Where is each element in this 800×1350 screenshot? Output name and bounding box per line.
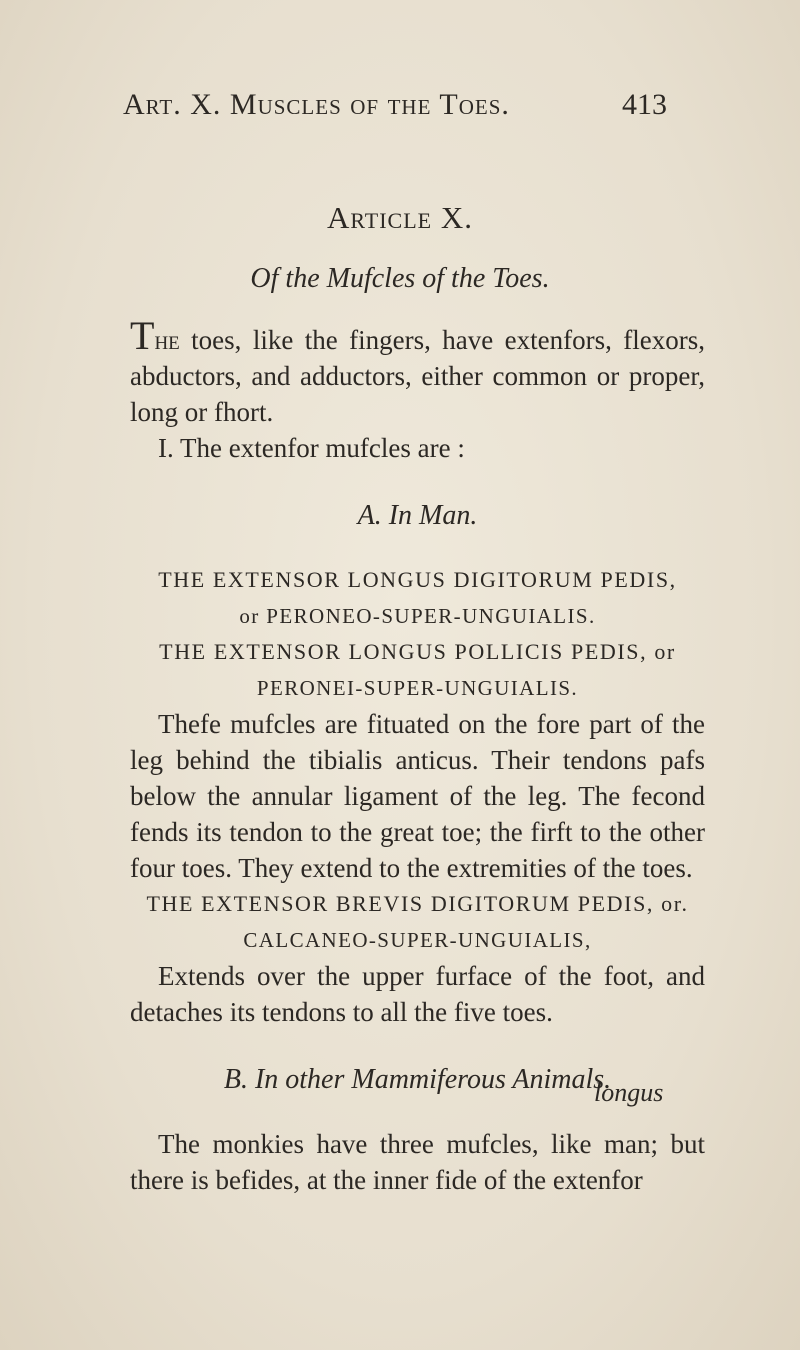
muscle-heading-2-line-1: THE EXTENSOR LONGUS POLLICIS PEDIS, or: [159, 639, 676, 664]
running-head-title: Art. X. Muscles of the Toes.: [123, 88, 510, 121]
intro-smallcaps: he: [154, 325, 180, 355]
muscle-heading-3-line-2: CALCANEO-SUPER-UNGUIALIS,: [243, 928, 592, 952]
section-heading-b: B. In other Mammiferous Animals.: [223, 1064, 612, 1095]
point-1: I. The extenfor mufcles are :: [158, 433, 465, 463]
paragraph-2: Extends over the upper furface of the foot, and detaches its tendons to all the five toes.: [130, 961, 705, 1027]
article-subtitle: Of the Mufcles of the Toes.: [250, 263, 550, 294]
muscle-heading-2-line-2: PERONEI-SUPER-UNGUIALIS.: [256, 676, 579, 700]
paragraph-1: Thefe mufcles are fituated on the fore part of the leg behind the tibialis anticus. Their tendons pafs below the annular ligament of the leg. The fecond fends its tendon to the great toe; the firft to the other four toes. They extend to the extremities of the toes.: [130, 709, 705, 883]
catchword: longus: [594, 1078, 664, 1107]
muscle-heading-1-line-1: THE EXTENSOR LONGUS DIGITORUM PEDIS,: [158, 567, 677, 592]
page-number: 413: [622, 88, 667, 121]
running-head: [0, 88, 800, 128]
section-heading-a: A. In Man.: [357, 500, 478, 531]
muscle-heading-1-line-2: or PERONEO-SUPER-UNGUIALIS.: [239, 604, 596, 628]
drop-cap: T: [130, 313, 155, 358]
article-heading: Article X.: [327, 200, 473, 235]
muscle-heading-3-line-1: THE EXTENSOR BREVIS DIGITORUM PEDIS, or.: [146, 891, 689, 916]
body-text: [130, 313, 705, 1198]
intro-paragraph: [130, 313, 705, 430]
paragraph-3: The monkies have three mufcles, like man; but there is befides, at the inner fide of the extenfor: [130, 1129, 705, 1195]
intro-text: toes, like the fingers, have extenfors, flexors, abductors, and adductors, either common or proper, long or fhort.: [130, 325, 705, 427]
